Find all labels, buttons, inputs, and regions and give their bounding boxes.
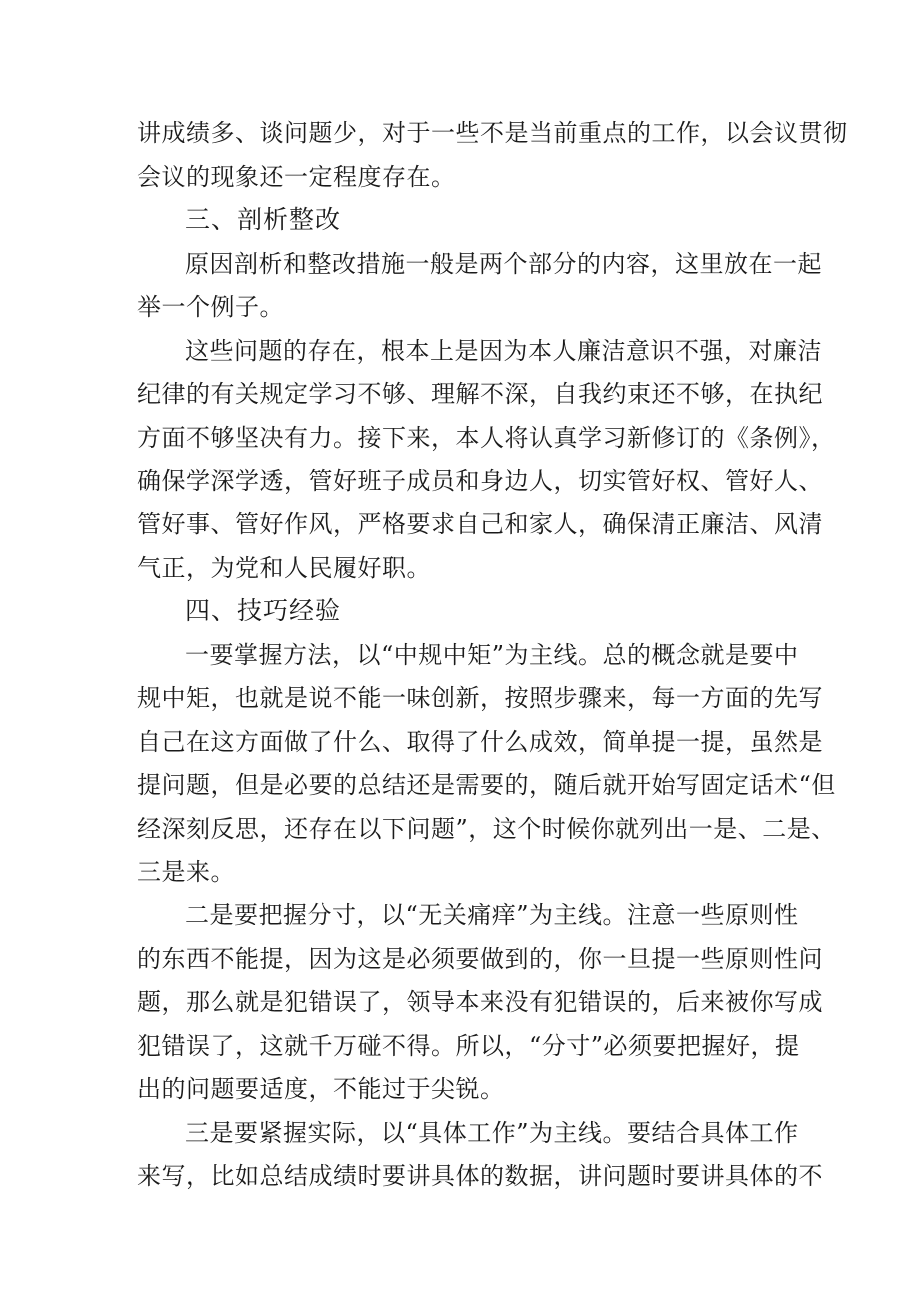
paragraph-line: 二是要把握分寸，以“无关痛痒”为主线。注意一些原则性 [185, 901, 799, 929]
paragraph-line: 来写，比如总结成绩时要讲具体的数据，讲问题时要讲具体的不 [137, 1162, 823, 1190]
paragraph-line: 题，那么就是犯错误了，领导本来没有犯错误的，后来被你写成 [137, 988, 823, 1016]
paragraph-line: 讲成绩多、谈问题少，对于一些不是当前重点的工作，以会议贯彻 [137, 119, 848, 147]
paragraph-line: 一要掌握方法，以“中规中矩”为主线。总的概念就是要中 [185, 641, 799, 669]
paragraph-line: 原因剖析和整改措施一般是两个部分的内容，这里放在一起 [185, 250, 822, 278]
paragraph-line: 提问题，但是必要的总结还是需要的，随后就开始写固定话术“但 [137, 771, 836, 799]
paragraph-line: 气正，为党和人民履好职。 [137, 554, 431, 582]
paragraph-line: 犯错误了，这就千万碰不得。所以，“分寸”必须要把握好，提 [137, 1032, 800, 1060]
paragraph-line: 会议的现象还一定程度存在。 [137, 163, 456, 191]
paragraph-line: 方面不够坚决有力。接下来，本人将认真学习新修订的《条例》， [137, 424, 836, 452]
paragraph-line: 的东西不能提，因为这是必须要做到的，你一旦提一些原则性问 [137, 945, 823, 973]
paragraph-line: 确保学深学透，管好班子成员和身边人，切实管好权、管好人、 [137, 467, 823, 495]
paragraph-line: 三是要紧握实际，以“具体工作”为主线。要结合具体工作 [185, 1119, 799, 1147]
paragraph-line: 纪律的有关规定学习不够、理解不深，自我约束还不够，在执纪 [137, 380, 823, 408]
paragraph-line: 这些问题的存在，根本上是因为本人廉洁意识不强，对廉洁 [185, 337, 822, 365]
paragraph-line: 规中矩，也就是说不能一味创新，按照步骤来，每一方面的先写 [137, 684, 823, 712]
paragraph-line: 三是来。 [137, 858, 235, 886]
paragraph-line: 自己在这方面做了什么、取得了什么成效，简单提一提，虽然是 [137, 728, 823, 756]
section-heading: 四、技巧经验 [185, 596, 342, 625]
paragraph-line: 举一个例子。 [137, 293, 284, 321]
section-heading: 三、剖析整改 [185, 205, 342, 234]
paragraph-line: 经深刻反思，还存在以下问题”，这个时候你就列出一是、二是、 [137, 815, 836, 843]
paragraph-line: 出的问题要适度，不能过于尖锐。 [137, 1075, 505, 1103]
paragraph-line: 管好事、管好作风，严格要求自己和家人，确保清正廉洁、风清 [137, 510, 823, 538]
